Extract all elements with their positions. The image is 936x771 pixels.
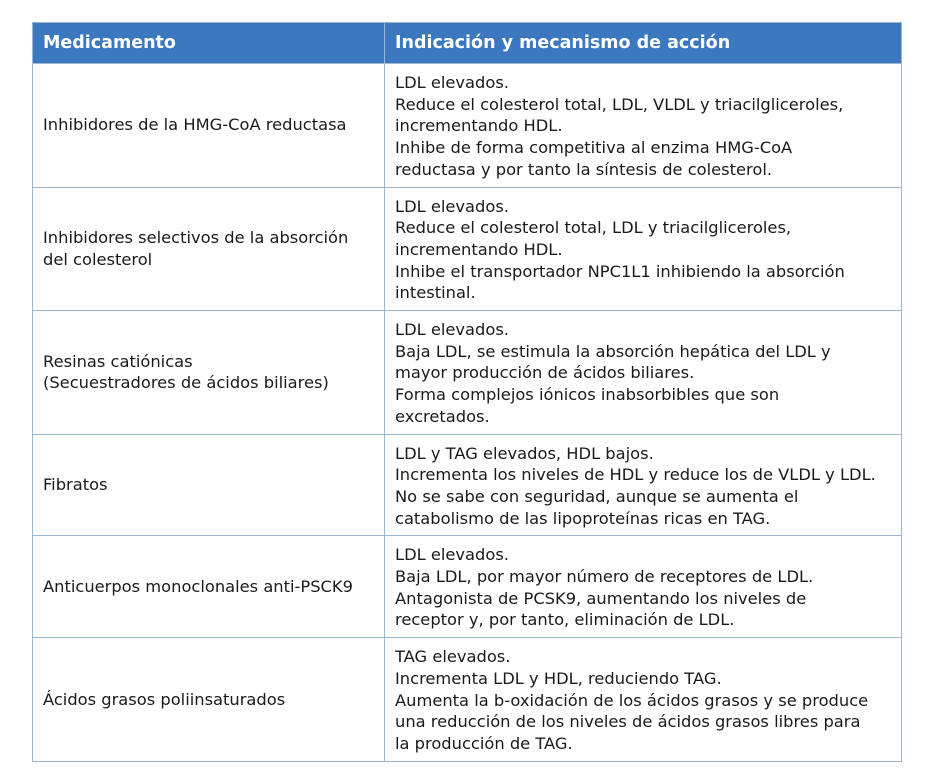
drug-name-line: Inhibidores selectivos de la absorción bbox=[43, 228, 349, 248]
indication-line: Inhibe el transportador NPC1L1 inhibiendo la absorción bbox=[395, 261, 845, 281]
table-row bbox=[33, 64, 902, 188]
drug-name-cell bbox=[33, 187, 385, 311]
indication-line: Baja LDL, se estimula la absorción hepática del LDL y bbox=[395, 341, 831, 361]
drug-name-cell bbox=[33, 64, 385, 188]
header-row bbox=[33, 23, 902, 64]
indication-line: catabolismo de las lipoproteínas ricas en TAG. bbox=[395, 508, 771, 528]
indication-cell bbox=[385, 638, 902, 762]
drug-name-cell bbox=[33, 536, 385, 638]
drug-table bbox=[32, 22, 902, 762]
indication-line: LDL elevados. bbox=[395, 73, 509, 92]
header-medicamento: Medicamento bbox=[33, 23, 385, 64]
indication-line: No se sabe con seguridad, aunque se aumenta el bbox=[395, 486, 799, 506]
indication-line: Baja LDL, por mayor número de receptores de LDL. bbox=[395, 567, 814, 587]
drug-name-line: Inhibidores de la HMG-CoA reductasa bbox=[43, 115, 347, 135]
drug-name-line: Fibratos bbox=[43, 475, 108, 495]
indication-cell bbox=[385, 64, 902, 188]
indication-line: LDL elevados. bbox=[395, 196, 509, 216]
indication-line: reductasa y por tanto la síntesis de colesterol. bbox=[395, 159, 773, 179]
drug-name-line: del colesterol bbox=[43, 249, 153, 269]
indication-line: Forma complejos iónicos inabsorbibles que son bbox=[395, 385, 780, 405]
indication-line: Incrementa los niveles de HDL y reduce los de VLDL y LDL. bbox=[395, 465, 876, 485]
indication-cell bbox=[385, 187, 902, 311]
indication-line: incrementando HDL. bbox=[395, 116, 563, 136]
indication-line: mayor producción de ácidos biliares. bbox=[395, 363, 695, 383]
indication-line: Incrementa LDL y HDL, reduciendo TAG. bbox=[395, 668, 722, 688]
indication-line: incrementando HDL. bbox=[395, 239, 563, 259]
drug-name-line: (Secuestradores de ácidos biliares) bbox=[43, 373, 329, 393]
table-row bbox=[33, 638, 902, 762]
indication-line: Aumenta la b-oxidación de los ácidos grasos y se produce bbox=[395, 690, 869, 710]
table-row bbox=[33, 311, 902, 435]
table-row bbox=[33, 187, 902, 311]
indication-line: LDL elevados. bbox=[395, 545, 509, 565]
indication-cell bbox=[385, 434, 902, 536]
indication-cell bbox=[385, 311, 902, 435]
table-row bbox=[33, 536, 902, 638]
drug-name-cell bbox=[33, 638, 385, 762]
indication-line: receptor y, por tanto, eliminación de LDL. bbox=[395, 610, 735, 630]
indication-line: excretados. bbox=[395, 406, 490, 426]
drug-name-cell bbox=[33, 311, 385, 435]
indication-line: LDL y TAG elevados, HDL bajos. bbox=[395, 443, 654, 463]
indication-line: TAG elevados. bbox=[395, 647, 511, 667]
indication-line: una reducción de los niveles de ácidos grasos libres para bbox=[395, 712, 861, 732]
indication-line: la producción de TAG. bbox=[395, 733, 573, 753]
indication-line: intestinal. bbox=[395, 283, 476, 303]
header-indicacion: Indicación y mecanismo de acción bbox=[385, 23, 902, 64]
indication-cell bbox=[385, 536, 902, 638]
drug-name-line: Ácidos grasos poliinsaturados bbox=[43, 689, 286, 709]
indication-line: Reduce el colesterol total, LDL y triacilgliceroles, bbox=[395, 218, 792, 238]
indication-line: Antagonista de PCSK9, aumentando los niveles de bbox=[395, 588, 807, 608]
indication-line: Inhibe de forma competitiva al enzima HMG-CoA bbox=[395, 138, 793, 158]
indication-line: Reduce el colesterol total, LDL, VLDL y triacilgliceroles, bbox=[395, 94, 844, 114]
drug-name-line: Anticuerpos monoclonales anti-PSCK9 bbox=[43, 576, 353, 596]
drug-name-line: Resinas catiónicas bbox=[43, 351, 193, 371]
indication-line: LDL elevados. bbox=[395, 320, 509, 340]
drug-name-cell bbox=[33, 434, 385, 536]
table-row bbox=[33, 434, 902, 536]
